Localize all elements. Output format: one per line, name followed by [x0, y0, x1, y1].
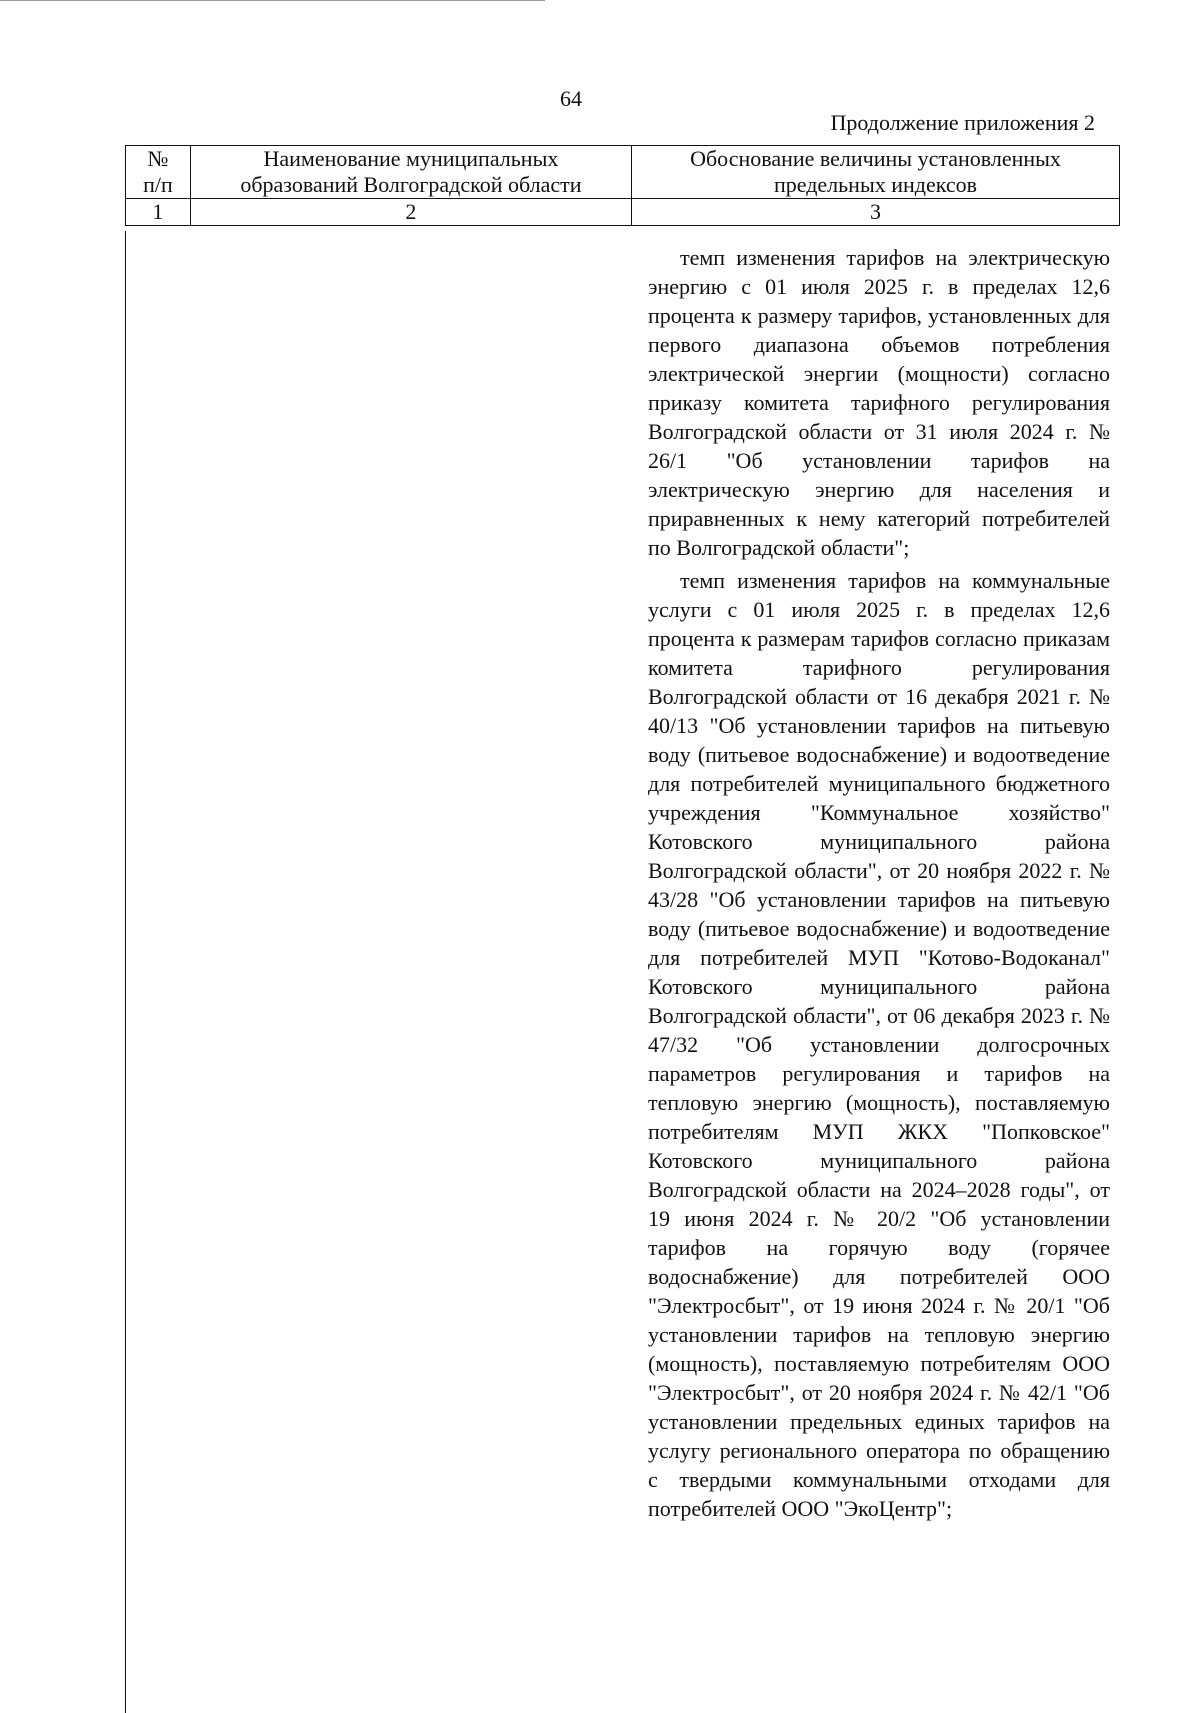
- header-number-line-2: п/п: [143, 172, 173, 197]
- header-justification-line-2: предельных индексов: [773, 172, 978, 197]
- column-number-3: 3: [632, 199, 1120, 226]
- header-table: [125, 145, 1120, 226]
- paragraph-electricity: темп изменения тарифов на электрическую энергию с 01 июля 2025 г. в пределах 12,6 процента к размеру тарифов, установленных для первого диапазона объемов потребления электрической энергии (мощности) согласно приказу комитета тарифного регулирования Волгоградской области от 31 июля 2024 г. № 26/1 "Об установлении тарифов на электрическую энергию для населения и приравненных к нему категорий потребителей по Волгоградской области";: [648, 245, 1110, 560]
- column-number-row: [126, 199, 1120, 226]
- header-cell-justification: [632, 146, 1120, 199]
- header-cell-municipality: [190, 146, 631, 199]
- header-justification-line-1: Обоснование величины установленных: [690, 146, 1061, 171]
- table-left-border: [125, 231, 126, 1713]
- header-municipality-line-1: Наименование муниципальных: [263, 146, 559, 171]
- top-scan-rule: [0, 0, 545, 1]
- paragraph-utilities: темп изменения тарифов на коммунальные услуги с 01 июля 2025 г. в пределах 12,6 процента к размерам тарифов согласно приказам комитета тарифного регулирования Волгоградской области от 16 декабря 2021 г. № 40/13 "Об установлении тарифов на питьевую воду (питьевое водоснабжение) и водоотведение для потребителей муниципального бюджетного учреждения "Коммунальное хозяйство" Котовского муниципального района Волгоградской области", от 20 ноября 2022 г. № 43/28 "Об установлении тарифов на питьевую воду (питьевое водоснабжение) и водоотведение для потребителей МУП "Котово-Водоканал" Котовского муниципального района Волгоградской области", от 06 декабря 2023 г. № 47/32 "Об установлении долгосрочных параметров регулирования и тарифов на тепловую энергию (мощность), поставляемую потребителям МУП ЖКХ "Попковское" Котовского муниципального района Волгоградской области на 2024–2028 годы", от 19 июня 2024 г. № 20/2 "Об установлении тарифов на горячую воду (горячее водоснабжение) для потребителей ООО "Электросбыт", от 19 июня 2024 г. № 20/1 "Об установлении тарифов на тепловую энергию (мощность), поставляемую потребителям ООО "Электросбыт", от 20 ноября 2024 г. № 42/1 "Об установлении предельных единых тарифов на услугу регионального оператора по обращению с твердыми коммунальными отходами для потребителей ООО "ЭкоЦентр";: [648, 568, 1110, 1521]
- header-number-line-1: №: [147, 146, 169, 171]
- continuation-label: Продолжение приложения 2: [830, 110, 1095, 135]
- page-number: 64: [560, 86, 582, 111]
- header-row: [126, 146, 1120, 199]
- column-number-1: 1: [126, 199, 191, 226]
- column-number-2: 2: [190, 199, 631, 226]
- header-municipality-line-2: образований Волгоградской области: [240, 172, 582, 197]
- header-cell-number: [126, 146, 191, 199]
- justification-text: [648, 243, 1110, 1527]
